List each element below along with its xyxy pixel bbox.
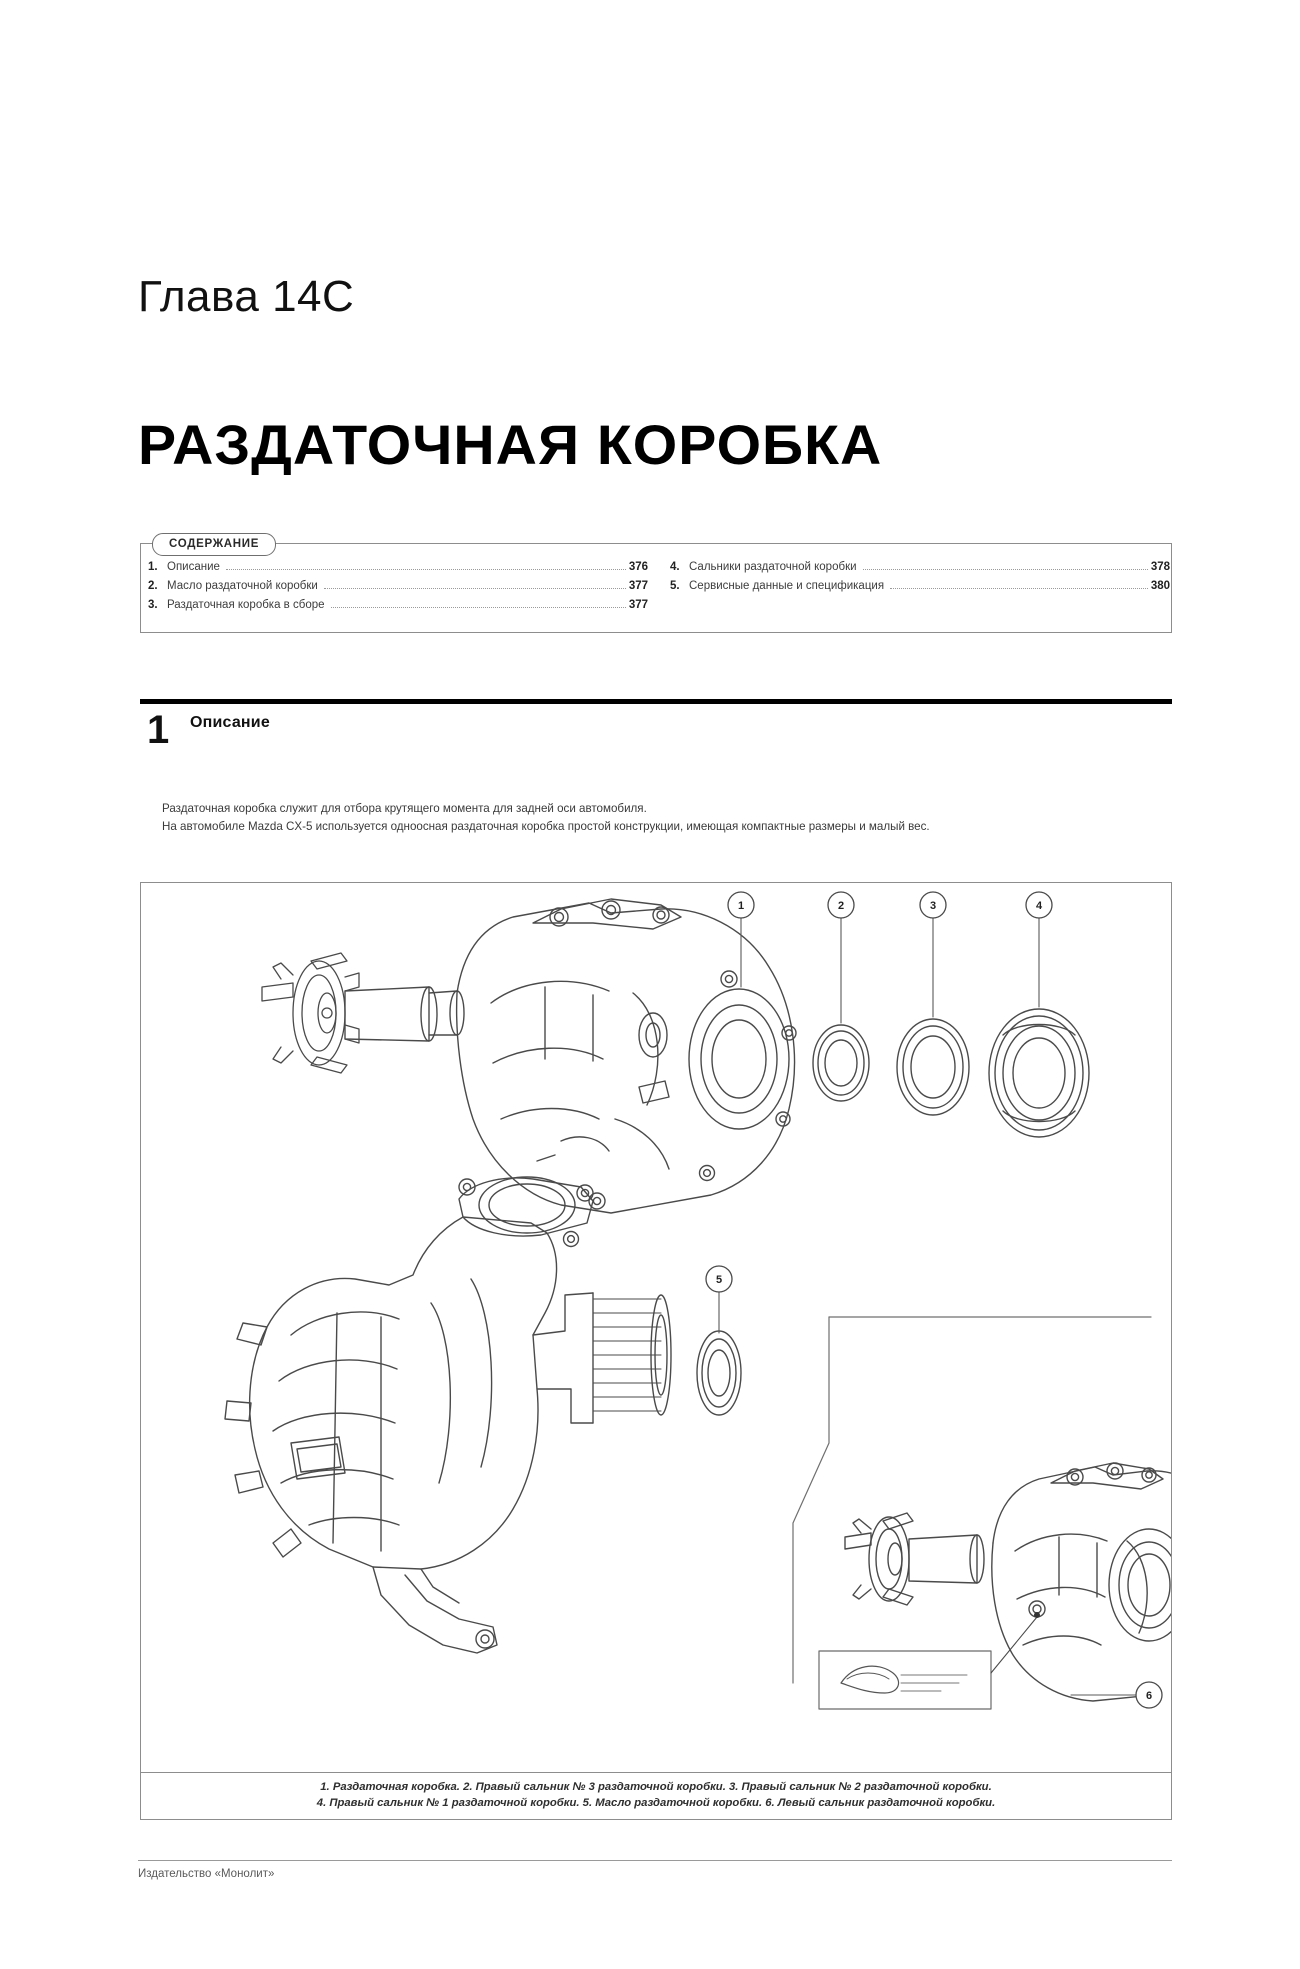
table-of-contents-heading: СОДЕРЖАНИЕ xyxy=(152,533,276,556)
section-number: 1 xyxy=(147,708,170,752)
body-paragraph: На автомобиле Mazda CX-5 используется одноосная раздаточная коробка простой конструкции, имеющая компактные размеры и малый вес. xyxy=(162,819,930,833)
callout-text-2: 2 xyxy=(837,900,845,912)
toc-entry-number: 1. xyxy=(148,561,158,573)
toc-entry-label: Сальники раздаточной коробки xyxy=(689,561,857,573)
section-divider-rule xyxy=(140,699,1172,704)
toc-entry[interactable] xyxy=(670,577,1170,596)
toc-entry-number: 3. xyxy=(148,599,158,611)
toc-leader-dots xyxy=(324,588,626,589)
footer-publisher: Издательство «Монолит» xyxy=(138,1868,275,1880)
toc-entry-page: 380 xyxy=(1150,580,1170,592)
toc-entry-label: Сервисные данные и спецификация xyxy=(689,580,885,592)
figure-caption xyxy=(141,1772,1171,1819)
callout-text-1: 1 xyxy=(737,900,745,912)
transfer-case-housing-top xyxy=(457,899,796,1213)
toc-entry[interactable] xyxy=(670,558,1170,577)
exploded-view-figure xyxy=(140,882,1172,1820)
seal-small-no3 xyxy=(813,1025,869,1101)
toc-entry[interactable] xyxy=(148,577,648,596)
toc-entry-page: 377 xyxy=(628,580,648,592)
section-header xyxy=(140,708,1172,754)
toc-leader-dots xyxy=(890,588,1148,589)
toc-entry-number: 4. xyxy=(670,561,680,573)
callout-text-6: 6 xyxy=(1145,1690,1153,1702)
callout-markers xyxy=(706,892,1162,1708)
footer-divider xyxy=(138,1860,1172,1861)
seal-no4-left xyxy=(697,1331,741,1415)
oil-label-box xyxy=(819,1612,1040,1709)
toc-column-right xyxy=(670,558,1170,615)
toc-leader-dots xyxy=(863,569,1148,570)
figure-caption-line-1: 1. Раздаточная коробка. 2. Правый сальник № 3 раздаточной коробки. 3. Правый сальник № 2 раздаточной коробки. xyxy=(320,1781,992,1793)
callout-text-3: 3 xyxy=(929,900,937,912)
toc-column-left xyxy=(148,558,648,615)
body-paragraph: Раздаточная коробка служит для отбора крутящего момента для задней оси автомобиля. xyxy=(162,802,647,815)
toc-leader-dots xyxy=(331,607,626,608)
chapter-label: Глава 14С xyxy=(138,272,355,321)
callout-leaders-top xyxy=(741,913,1039,1023)
seal-large-no1 xyxy=(989,1009,1089,1137)
seal-medium-no2 xyxy=(897,1019,969,1115)
page-title: РАЗДАТОЧНАЯ КОРОБКА xyxy=(138,413,883,476)
inset-view-frame xyxy=(793,1317,1151,1683)
transfer-case-exploded-diagram xyxy=(141,883,1171,1753)
toc-entry-label: Раздаточная коробка в сборе xyxy=(167,599,325,611)
body-text xyxy=(140,800,1184,835)
callout-text-5: 5 xyxy=(715,1274,723,1286)
toc-leader-dots xyxy=(226,569,626,570)
toc-entry-page: 378 xyxy=(1150,561,1170,573)
toc-entry[interactable] xyxy=(148,558,648,577)
toc-entry-page: 376 xyxy=(628,561,648,573)
toc-entry-label: Масло раздаточной коробки xyxy=(167,580,318,592)
toc-entry[interactable] xyxy=(148,596,648,615)
callout-text-4: 4 xyxy=(1035,900,1043,912)
figure-caption-line-2: 4. Правый сальник № 1 раздаточной коробки. 5. Масло раздаточной коробки. 6. Левый сальник раздаточной коробки. xyxy=(316,1797,996,1809)
toc-entry-label: Описание xyxy=(167,561,220,573)
toc-entry-page: 377 xyxy=(628,599,648,611)
toc-entry-number: 5. xyxy=(670,580,680,592)
table-of-contents-columns xyxy=(148,558,1170,615)
section-title: Описание xyxy=(190,714,270,731)
drive-shaft xyxy=(345,987,464,1041)
toc-entry-number: 2. xyxy=(148,580,158,592)
transfer-case-housing-bottom xyxy=(225,1177,671,1653)
